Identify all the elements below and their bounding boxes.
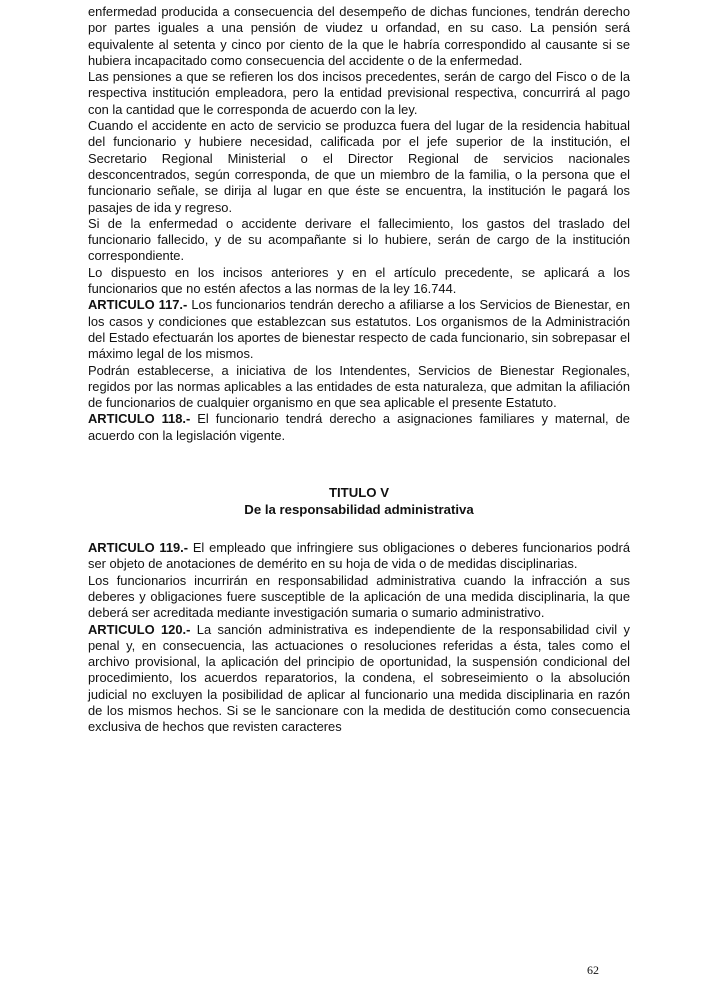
paragraph (88, 622, 630, 736)
paragraph (88, 297, 630, 362)
paragraph-text: La sanción administrativa es independiente de la responsabilidad civil y penal y, en consecuencia, las actuaciones o resoluciones referidas a ésta, tales como el archivo provisional, la aplicación del principio de oportunidad, la suspensión condicional del procedimiento, los acuerdos reparatorios, la condena, el sobreseimiento o la absolución judicial no excluyen la posibilidad de aplicar al funcionario una medida disciplinaria en razón de los mismos hechos. Si se le sancionare con la medida de destitución como consecuencia exclusiva de hechos que revisten caracteres (88, 621, 630, 735)
paragraph-text: Podrán establecerse, a iniciativa de los Intendentes, Servicios de Bienestar Regionales, regidos por las normas aplicables a las entidades de esta naturaleza, que admitan la afiliación de funcionarios de cualquier organismo en que sea aplicable el presente Estatuto. (88, 362, 630, 411)
paragraph (88, 216, 630, 265)
paragraph (88, 265, 630, 298)
paragraph-text: El funcionario tendrá derecho a asignaciones familiares y maternal, de acuerdo con la legislación vigente. (88, 411, 630, 443)
paragraph-text: El empleado que infringiere sus obligaciones o deberes funcionarios podrá ser objeto de anotaciones de demérito en su hoja de vida o de medidas disciplinarias. (88, 540, 630, 572)
document-page (88, 4, 630, 736)
paragraph-text: Los funcionarios incurrirán en responsabilidad administrativa cuando la infracción a sus deberes y obligaciones fuere susceptible de la aplicación de una medida disciplinaria, la que deberá ser acreditada mediante investigación sumaria o sumario administrativo. (88, 572, 630, 621)
paragraphs-top (88, 4, 630, 444)
paragraph (88, 4, 630, 69)
paragraph (88, 69, 630, 118)
paragraph-text: Las pensiones a que se refieren los dos incisos precedentes, serán de cargo del Fisco o de la respectiva institución empleadora, pero la entidad previsional respectiva, concurrirá al pago con la cantidad que le corresponda de acuerdo con la ley. (88, 69, 630, 117)
paragraphs-bottom (88, 540, 630, 736)
paragraph (88, 363, 630, 412)
title-line-2: De la responsabilidad administrativa (244, 501, 474, 517)
article-heading: ARTICULO 120.- (88, 621, 191, 637)
paragraph (88, 540, 630, 573)
paragraph (88, 118, 630, 216)
paragraph-text: Si de la enfermedad o accidente derivare el fallecimiento, los gastos del traslado del funcionario fallecido, y de su acompañante si lo hubiere, serán de cargo de la institución correspondiente. (88, 215, 630, 264)
paragraph-text: Cuando el accidente en acto de servicio se produzca fuera del lugar de la residencia habitual del funcionario y hubiere necesidad, calificada por el jefe superior de la institución, el Secretario Regional Ministerial o el Director Regional de servicios nacionales desconcentrados, según corresponda, de que un miembro de la familia, o la persona que el funcionario señale, se dirija al lugar en que éste se encuentra, la institución le pagará los pasajes de ida y regreso. (88, 118, 630, 215)
article-heading: ARTICULO 119.- (88, 540, 189, 556)
paragraph (88, 411, 630, 444)
section-title (88, 485, 630, 518)
article-heading: ARTICULO 118.- (88, 411, 191, 427)
article-heading: ARTICULO 117.- (88, 297, 188, 313)
paragraph-text: Los funcionarios tendrán derecho a afiliarse a los Servicios de Bienestar, en los casos y condiciones que establezcan sus estatutos. Los organismos de la Administración del Estado efectuarán los aportes de bienestar respecto de cada funcionario, sin sobrepasar el máximo legal de los mismos. (88, 297, 630, 362)
paragraph (88, 573, 630, 622)
paragraph-text: Lo dispuesto en los incisos anteriores y en el artículo precedente, se aplicará a los funcionarios que no estén afectos a las normas de la ley 16.744. (88, 264, 630, 297)
page-number: 62 (587, 963, 599, 977)
title-line-1: TITULO V (328, 485, 390, 501)
paragraph-text: enfermedad producida a consecuencia del desempeño de dichas funciones, tendrán derecho por partes iguales a una pensión de viudez u orfandad, en su caso. La pensión será equivalente al setenta y cinco por ciento de la que le habría correspondido al causante si se hubiera incapacitado como consecuencia del accidente o de la enfermedad. (88, 4, 630, 68)
